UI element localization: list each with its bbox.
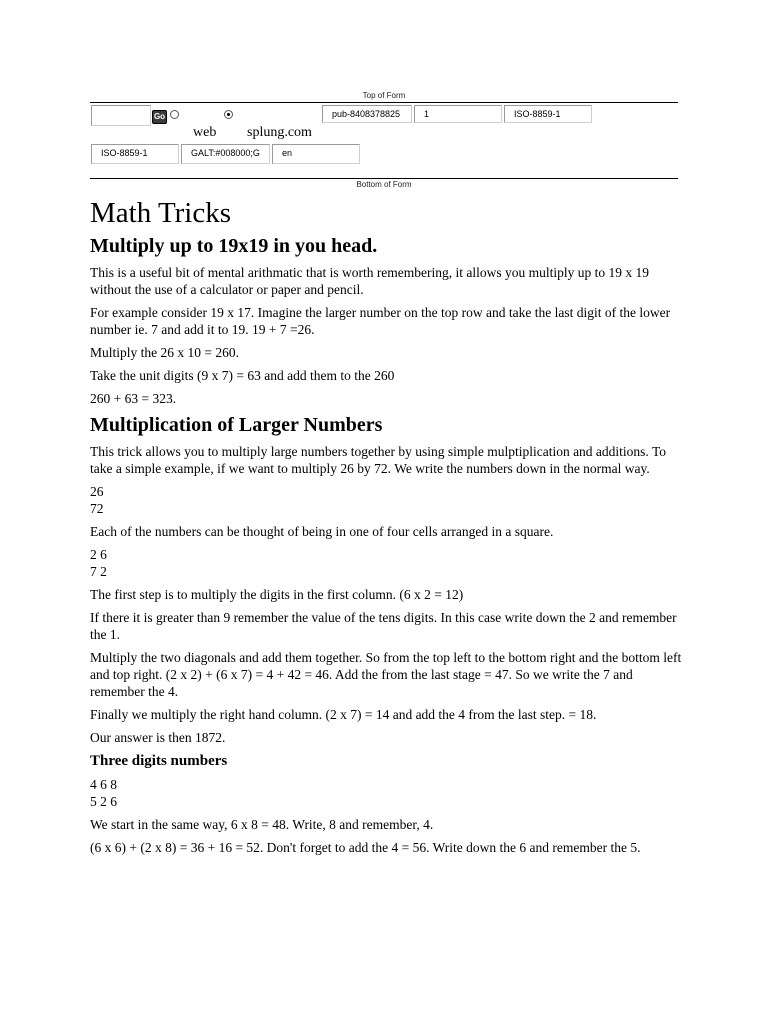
section2-step: If there it is greater than 9 remember the value of the tens digits. In this case write down the 2 and remember the 1. — [90, 610, 677, 642]
radio-web-label: web — [193, 125, 217, 140]
hidden-field-forid[interactable]: 1 — [414, 105, 502, 123]
top-form-rule — [90, 102, 678, 103]
go-button[interactable]: Go — [152, 110, 167, 124]
bottom-of-form-label: Bottom of Form — [356, 180, 412, 189]
section1-paragraph: Take the unit digits (9 x 7) = 63 and add them to the 260 — [90, 368, 395, 383]
section2-step: Our answer is then 1872. — [90, 730, 226, 745]
search-input[interactable] — [91, 105, 151, 126]
number-line: 4 6 8 — [90, 777, 117, 792]
hidden-field-cof[interactable]: GALT:#008000;G — [181, 144, 270, 164]
page-title: Math Tricks — [90, 197, 232, 229]
section2-step: The first step is to multiply the digits in the first column. (6 x 2 = 12) — [90, 587, 464, 602]
section2-paragraph: Each of the numbers can be thought of being in one of four cells arranged in a square. — [90, 524, 554, 539]
section1-paragraph: For example consider 19 x 17. Imagine the larger number on the top row and take the last digit of the lower number ie. 7 and add it to 19. 19 + 7 =26. — [90, 305, 671, 337]
hidden-field-hl[interactable]: en — [272, 144, 360, 164]
section3-paragraph: We start in the same way, 6 x 8 = 48. Write, 8 and remember, 4. — [90, 817, 434, 832]
section1-heading: Multiply up to 19x19 in you head. — [90, 235, 378, 257]
section2-step: Finally we multiply the right hand column. (2 x 7) = 14 and add the 4 from the last step. = 18. — [90, 707, 597, 722]
section2-step: Multiply the two diagonals and add them together. So from the top left to the bottom right and the bottom left and top right. (2 x 2) + (6 x 7) = 4 + 42 = 46. Add the from the last stage = 47. So we write the 7 and remember the 4. — [90, 650, 682, 699]
top-of-form-label: Top of Form — [362, 91, 406, 100]
number-line: 2 6 — [90, 547, 107, 562]
bottom-form-rule — [90, 178, 678, 179]
section1-paragraph: This is a useful bit of mental arithmatic that is worth remembering, it allows you multiply up to 19 x 19 without the use of a calculator or paper and pencil. — [90, 265, 650, 297]
number-square — [90, 546, 682, 580]
section1-paragraph: 260 + 63 = 323. — [90, 391, 177, 406]
number-stack — [90, 776, 682, 810]
number-line: 26 — [90, 484, 104, 499]
section3-heading: Three digits numbers — [90, 753, 228, 769]
article — [90, 196, 682, 862]
section1-paragraph: Multiply the 26 x 10 = 260. — [90, 345, 239, 360]
number-line: 5 2 6 — [90, 794, 117, 809]
hidden-field-oe[interactable]: ISO-8859-1 — [91, 144, 179, 164]
radio-site-label: splung.com — [247, 125, 312, 140]
number-stack — [90, 483, 682, 517]
number-line: 72 — [90, 501, 104, 516]
section2-heading: Multiplication of Larger Numbers — [90, 414, 383, 436]
hidden-field-ie[interactable]: ISO-8859-1 — [504, 105, 592, 123]
section3-paragraph: (6 x 6) + (2 x 8) = 36 + 16 = 52. Don't forget to add the 4 = 56. Write down the 6 and remember the 5. — [90, 840, 641, 855]
radio-site[interactable] — [224, 110, 233, 119]
hidden-field-client[interactable]: pub-8408378825 — [322, 105, 412, 123]
number-line: 7 2 — [90, 564, 107, 579]
radio-selected-dot — [227, 113, 230, 116]
radio-web[interactable] — [170, 110, 179, 119]
section2-intro: This trick allows you to multiply large numbers together by using simple mulptiplication and additions. To take a simple example, if we want to multiply 26 by 72. We write the numbers down in the normal way. — [90, 444, 666, 476]
